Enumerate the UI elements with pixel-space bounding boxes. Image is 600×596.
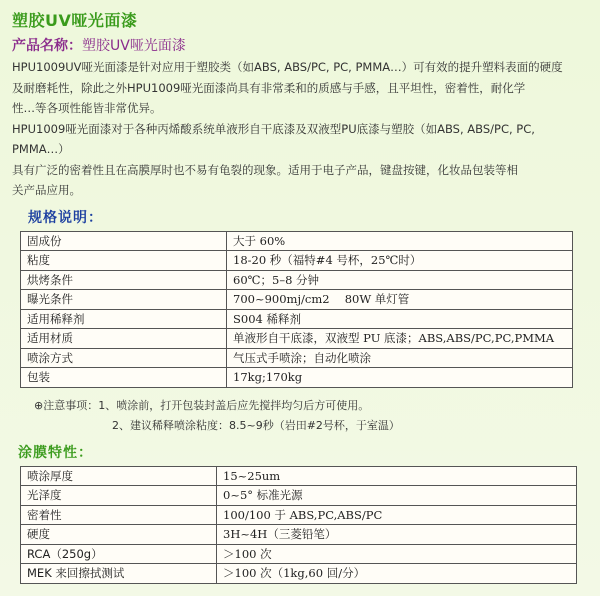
table-row	[21, 231, 573, 251]
table-row	[21, 505, 577, 525]
spec-value: 700~900mj/cm2 80W 单灯管	[227, 290, 573, 310]
spec-value: 单液形自干底漆，双液型 PU 底漆；ABS,ABS/PC,PC,PMMA	[227, 329, 573, 349]
table-row	[21, 564, 577, 584]
spec-key: 适用稀释剂	[21, 309, 227, 329]
spec-key: 包装	[21, 368, 227, 388]
coating-key: 光泽度	[21, 486, 217, 506]
spec-value: 气压式手喷涂；自动化喷涂	[227, 348, 573, 368]
product-name-value: 塑胶UV哑光面漆	[82, 38, 186, 54]
coating-value: 0~5° 标准光源	[217, 486, 577, 506]
table-row	[21, 466, 577, 486]
spec-key: 粘度	[21, 251, 227, 271]
spec-key: 固成份	[21, 231, 227, 251]
coating-value: 100/100 于 ABS,PC,ABS/PC	[217, 505, 577, 525]
description-line: 及耐磨耗性，除此之外HPU1009哑光面漆尚具有非常柔和的质感与手感，且平坦性，密着性，耐化学	[12, 80, 526, 95]
spec-value: 17kg;170kg	[227, 368, 573, 388]
spec-value: S004 稀释剂	[227, 309, 573, 329]
page-title: 塑胶UV哑光面漆	[12, 11, 138, 30]
product-name-line	[12, 35, 592, 55]
table-row	[21, 525, 577, 545]
coating-heading: 涂膜特性：	[18, 444, 93, 461]
product-name-label: 产品名称：	[12, 38, 82, 54]
description-line: HPU1009UV哑光面漆是针对应用于塑胶类（如ABS, ABS/PC, PC, PMMA…）可有效的提升塑料表面的硬度	[12, 60, 563, 74]
spec-key: 烘烤条件	[21, 270, 227, 290]
coating-value: ＞100 次（1kg,60 回/分）	[217, 564, 577, 584]
table-row	[21, 329, 573, 349]
description-line: 性…等各项性能皆非常优异。	[12, 101, 162, 115]
spec-value: 18-20 秒（福特#4 号杯，25℃时）	[227, 251, 573, 271]
spec-heading: 规格说明：	[28, 209, 103, 226]
table-row	[21, 290, 573, 310]
table-row	[21, 251, 573, 271]
coating-key: MEK 来回擦拭测试	[21, 564, 217, 584]
note-line: ⊕注意事项：1、喷涂前，打开包装封盖后应先搅拌均匀后方可使用。	[34, 398, 370, 412]
coating-key: 硬度	[21, 525, 217, 545]
coating-key: RCA（250g）	[21, 544, 217, 564]
spec-key: 喷涂方式	[21, 348, 227, 368]
note-line: 2、建议稀释喷涂粘度：8.5~9秒（岩田#2号杯，于室温）	[112, 418, 400, 432]
coating-value: 15~25um	[217, 466, 577, 486]
table-row	[21, 486, 577, 506]
description	[12, 57, 588, 201]
coating-value: ＞100 次	[217, 544, 577, 564]
spec-key: 适用材质	[21, 329, 227, 349]
coating-key: 密着性	[21, 505, 217, 525]
table-row	[21, 309, 573, 329]
table-row	[21, 544, 577, 564]
coating-value: 3H~4H（三菱铅笔）	[217, 525, 577, 545]
description-line: HPU1009哑光面漆对于各种丙烯酸系统单液形自干底漆及双液型PU底漆与塑胶（如ABS, ABS/PC, PC, PMMA…）	[12, 121, 535, 156]
spec-value: 大于 60%	[227, 231, 573, 251]
notes	[34, 396, 592, 436]
coating-table	[20, 466, 577, 584]
description-line: 具有广泛的密着性且在高膜厚时也不易有龟裂的现象。适用于电子产品，键盘按键，化妆品包装等相	[12, 162, 518, 177]
table-row	[21, 348, 573, 368]
table-row	[21, 368, 573, 388]
spec-value: 60℃；5–8 分钟	[227, 270, 573, 290]
spec-key: 曝光条件	[21, 290, 227, 310]
coating-key: 喷涂厚度	[21, 466, 217, 486]
table-row	[21, 270, 573, 290]
spec-table	[20, 231, 573, 388]
description-line: 关产品应用。	[12, 183, 81, 197]
